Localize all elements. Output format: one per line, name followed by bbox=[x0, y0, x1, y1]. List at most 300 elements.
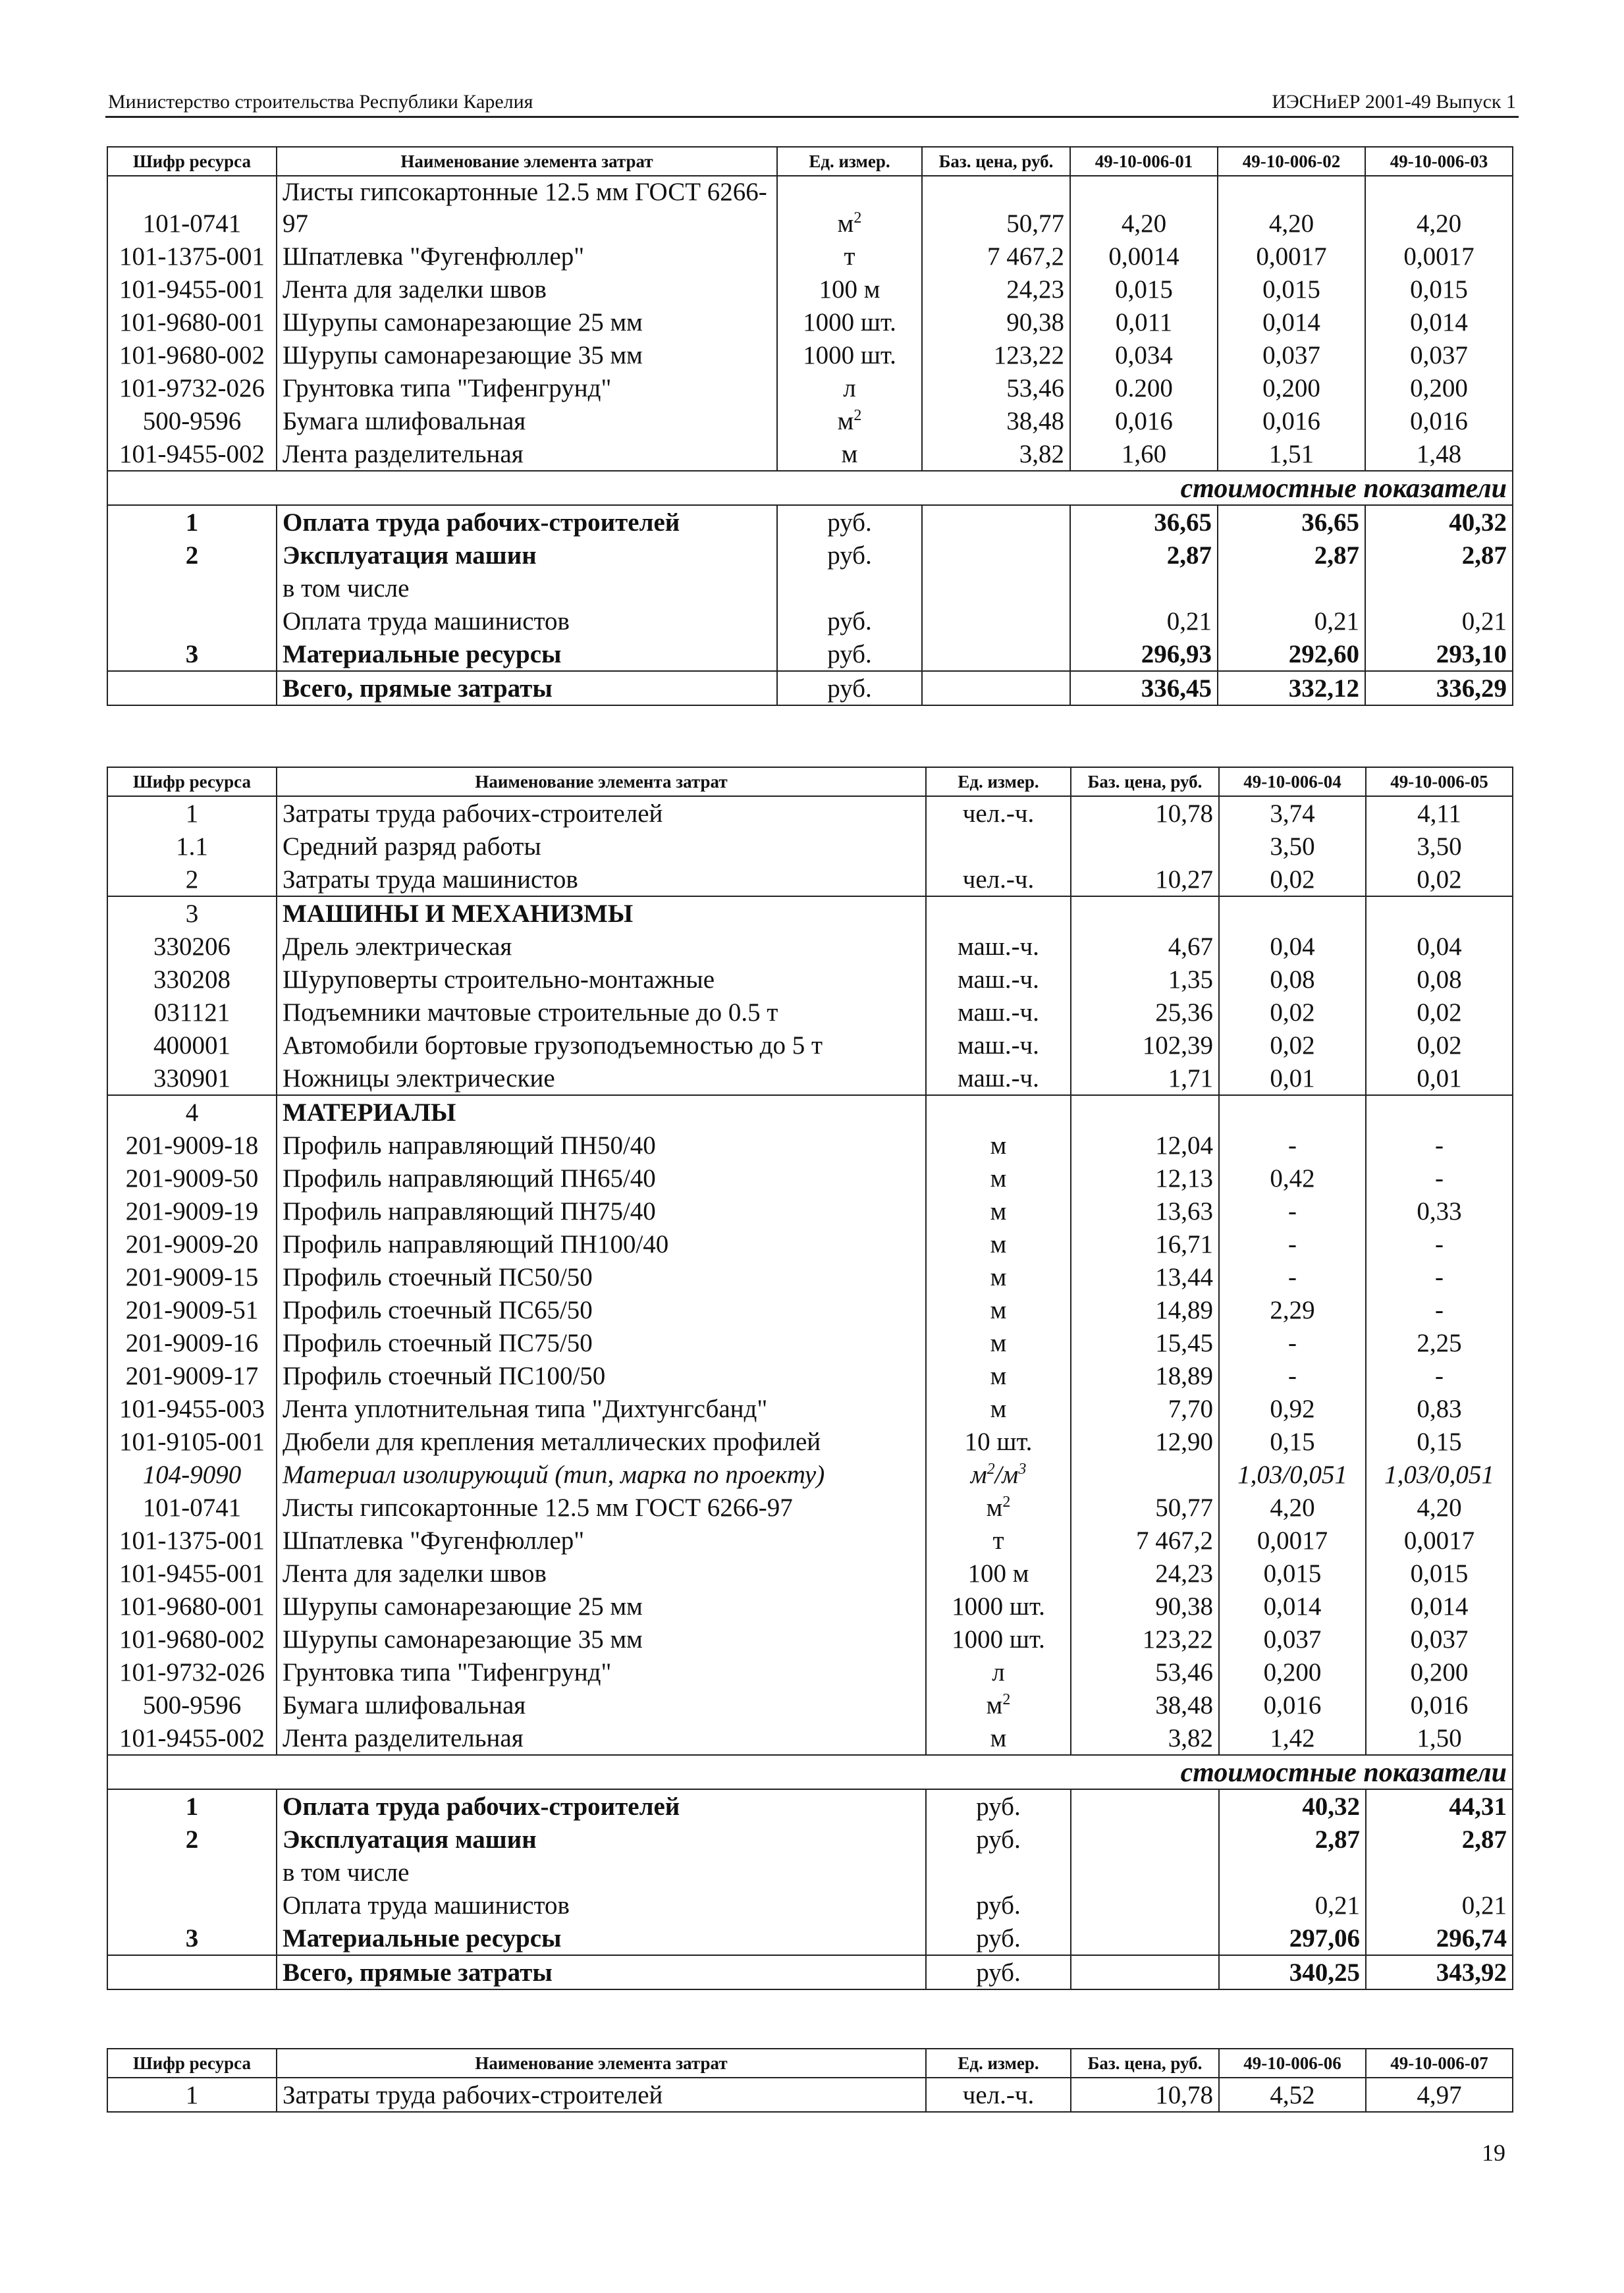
table-cell: Профиль направляющий ПН50/40 bbox=[277, 1129, 926, 1162]
table-cell bbox=[922, 671, 1070, 705]
table-cell: 2 bbox=[107, 863, 277, 896]
table-row bbox=[107, 1195, 1513, 1227]
cost-indicators-caption: стоимостные показатели bbox=[107, 471, 1513, 505]
table-cell: 0,200 bbox=[1365, 371, 1513, 404]
table-cell: 201-9009-15 bbox=[107, 1260, 277, 1293]
table-cell: 101-9105-001 bbox=[107, 1425, 277, 1458]
cost-row bbox=[107, 1823, 1513, 1856]
table-cell: м bbox=[926, 1227, 1071, 1260]
table-cell: м bbox=[926, 1260, 1071, 1293]
table-cell bbox=[1071, 1955, 1219, 1989]
table-cell: 500-9596 bbox=[107, 404, 277, 437]
table-cell: 101-9680-001 bbox=[107, 306, 277, 338]
table-cell: м bbox=[926, 1326, 1071, 1359]
table-cell: 0,08 bbox=[1366, 963, 1513, 996]
table-cell bbox=[1219, 1095, 1366, 1129]
table-cell: м bbox=[777, 437, 922, 471]
table-cell: 0,0017 bbox=[1219, 1524, 1366, 1557]
table-cell: т bbox=[777, 240, 922, 273]
table-cell: 0,83 bbox=[1366, 1392, 1513, 1425]
table-cell: 1.1 bbox=[107, 830, 277, 863]
table-header-row bbox=[107, 767, 1513, 796]
table-cell: 3,74 bbox=[1219, 796, 1366, 830]
table-cell bbox=[926, 1856, 1071, 1889]
table-cell: - bbox=[1219, 1260, 1366, 1293]
column-header: Ед. измер. bbox=[926, 2049, 1071, 2078]
table-cell: 90,38 bbox=[922, 306, 1070, 338]
table-cell: 2 bbox=[107, 539, 277, 572]
table-cell: 0,02 bbox=[1219, 1029, 1366, 1062]
table-cell: - bbox=[1366, 1260, 1513, 1293]
table-row bbox=[107, 963, 1513, 996]
cost-row bbox=[107, 1922, 1513, 1955]
cost-row bbox=[107, 1856, 1513, 1889]
table-cell: 4,52 bbox=[1219, 2078, 1366, 2112]
table-cell: 0,011 bbox=[1070, 306, 1218, 338]
page-number: 19 bbox=[1482, 2140, 1505, 2166]
table-cell: 53,46 bbox=[922, 371, 1070, 404]
column-header: Баз. цена, руб. bbox=[1071, 767, 1219, 796]
table-cell: 38,48 bbox=[922, 404, 1070, 437]
table-cell: 0,016 bbox=[1070, 404, 1218, 437]
table-cell: маш.-ч. bbox=[926, 996, 1071, 1029]
table-cell: 10 шт. bbox=[926, 1425, 1071, 1458]
table-cell: 104-9090 bbox=[107, 1458, 277, 1491]
table-cell: Дрель электрическая bbox=[277, 930, 926, 963]
table-cell: 101-0741 bbox=[107, 176, 277, 240]
column-header: Шифр ресурса bbox=[107, 147, 277, 176]
table-cell: 101-9455-002 bbox=[107, 437, 277, 471]
table-row bbox=[107, 404, 1513, 437]
table-cell: 1000 шт. bbox=[777, 306, 922, 338]
table-row bbox=[107, 1095, 1513, 1129]
table-row bbox=[107, 1721, 1513, 1755]
table-row bbox=[107, 273, 1513, 306]
table-cell: Шурупы самонарезающие 35 мм bbox=[277, 338, 777, 371]
table-cell: 0.200 bbox=[1070, 371, 1218, 404]
table-cell bbox=[926, 1095, 1071, 1129]
table-row bbox=[107, 1227, 1513, 1260]
table-cell: Шурупы самонарезающие 25 мм bbox=[277, 306, 777, 338]
table-cell: 50,77 bbox=[922, 176, 1070, 240]
page-header bbox=[105, 87, 1519, 118]
table-cell: 4,20 bbox=[1218, 176, 1365, 240]
table-cell: руб. bbox=[777, 539, 922, 572]
cost-row bbox=[107, 637, 1513, 671]
cost-indicators-caption-row bbox=[107, 471, 1513, 505]
table-cell: Оплата труда рабочих-строителей bbox=[277, 505, 777, 539]
table-cell: 0,04 bbox=[1366, 930, 1513, 963]
table-cell: 3 bbox=[107, 637, 277, 671]
table-cell: 0,037 bbox=[1365, 338, 1513, 371]
table-cell bbox=[1366, 896, 1513, 930]
column-header: 49-10-006-02 bbox=[1218, 147, 1365, 176]
table-cell: 0,21 bbox=[1218, 605, 1365, 637]
table-cell: 332,12 bbox=[1218, 671, 1365, 705]
table-cell: 102,39 bbox=[1071, 1029, 1219, 1062]
table-cell: 3,82 bbox=[1071, 1721, 1219, 1755]
table-cell bbox=[1071, 1889, 1219, 1922]
table-cell: Материальные ресурсы bbox=[277, 1922, 926, 1955]
table-cell: 0,016 bbox=[1218, 404, 1365, 437]
table-cell bbox=[1218, 572, 1365, 605]
table-cell: 101-0741 bbox=[107, 1491, 277, 1524]
table-cell: 1,51 bbox=[1218, 437, 1365, 471]
cost-row bbox=[107, 505, 1513, 539]
table-cell: 336,45 bbox=[1070, 671, 1218, 705]
table-row bbox=[107, 1524, 1513, 1557]
total-row bbox=[107, 671, 1513, 705]
table-row bbox=[107, 1688, 1513, 1721]
table-cell: Эксплуатация машин bbox=[277, 539, 777, 572]
table-cell bbox=[1071, 1922, 1219, 1955]
table-cell: 1000 шт. bbox=[777, 338, 922, 371]
table-cell: 0,014 bbox=[1219, 1590, 1366, 1623]
table-cell: 2,87 bbox=[1070, 539, 1218, 572]
table-cell: 101-1375-001 bbox=[107, 1524, 277, 1557]
table-cell: 330901 bbox=[107, 1062, 277, 1095]
table-cell: 0,037 bbox=[1219, 1623, 1366, 1656]
table-cell: Шурупы самонарезающие 25 мм bbox=[277, 1590, 926, 1623]
table-cell bbox=[926, 896, 1071, 930]
table-cell: 0,33 bbox=[1366, 1195, 1513, 1227]
table-cell: 7,70 bbox=[1071, 1392, 1219, 1425]
table-cell: чел.-ч. bbox=[926, 796, 1071, 830]
table-cell: л bbox=[926, 1656, 1071, 1688]
table-row bbox=[107, 306, 1513, 338]
table-cell: 201-9009-50 bbox=[107, 1162, 277, 1195]
table-cell: Средний разряд работы bbox=[277, 830, 926, 863]
table-cell: 330206 bbox=[107, 930, 277, 963]
table-cell bbox=[107, 1889, 277, 1922]
table-row bbox=[107, 796, 1513, 830]
table-cell: м bbox=[926, 1721, 1071, 1755]
table-cell: 101-9680-002 bbox=[107, 1623, 277, 1656]
table-row bbox=[107, 1656, 1513, 1688]
table-cell: руб. bbox=[926, 1922, 1071, 1955]
table-cell: Оплата труда машинистов bbox=[277, 1889, 926, 1922]
table-cell: 101-9732-026 bbox=[107, 371, 277, 404]
table-row bbox=[107, 1425, 1513, 1458]
table-cell: Бумага шлифовальная bbox=[277, 1688, 926, 1721]
table-cell: Шурупы самонарезающие 35 мм bbox=[277, 1623, 926, 1656]
table-cell: Лента уплотнительная типа "Дихтунгсбанд" bbox=[277, 1392, 926, 1425]
table-cell: Автомобили бортовые грузоподъемностью до 5 т bbox=[277, 1029, 926, 1062]
table-row bbox=[107, 1458, 1513, 1491]
table-cell: 330208 bbox=[107, 963, 277, 996]
table-cell: 101-9455-001 bbox=[107, 273, 277, 306]
header-doc-id: ИЭСНиЕР 2001-49 Выпуск 1 bbox=[1272, 91, 1516, 113]
table-cell: 1 bbox=[107, 2078, 277, 2112]
table-cell: $м^2$ bbox=[926, 1491, 1071, 1524]
table-cell: Профиль направляющий ПН75/40 bbox=[277, 1195, 926, 1227]
table-cell: 400001 bbox=[107, 1029, 277, 1062]
table-cell: Дюбели для крепления металлических профилей bbox=[277, 1425, 926, 1458]
table-cell: $м^2/м^3$ bbox=[926, 1458, 1071, 1491]
table-cell: 201-9009-17 bbox=[107, 1359, 277, 1392]
table-cell: 0,0014 bbox=[1070, 240, 1218, 273]
table-cell: 101-9680-001 bbox=[107, 1590, 277, 1623]
table-cell: руб. bbox=[777, 505, 922, 539]
cost-row bbox=[107, 572, 1513, 605]
table-cell: 0,15 bbox=[1219, 1425, 1366, 1458]
table-cell: 0,21 bbox=[1070, 605, 1218, 637]
table-cell: Лента разделительная bbox=[277, 1721, 926, 1755]
table-cell: 4,20 bbox=[1365, 176, 1513, 240]
column-header: Баз. цена, руб. bbox=[1071, 2049, 1219, 2078]
table-cell: 4,20 bbox=[1070, 176, 1218, 240]
table-cell: Шуруповерты строительно-монтажные bbox=[277, 963, 926, 996]
table-row bbox=[107, 863, 1513, 896]
table-cell: - bbox=[1219, 1195, 1366, 1227]
table-cell: 18,89 bbox=[1071, 1359, 1219, 1392]
table-cell bbox=[1071, 830, 1219, 863]
table-header-row bbox=[107, 2049, 1513, 2078]
table-cell: 1000 шт. bbox=[926, 1623, 1071, 1656]
table-cell: - bbox=[1219, 1326, 1366, 1359]
table-cell: - bbox=[1366, 1359, 1513, 1392]
table-cell: 24,23 bbox=[1071, 1557, 1219, 1590]
table-cell: 297,06 bbox=[1219, 1922, 1366, 1955]
table-cell: 0,015 bbox=[1219, 1557, 1366, 1590]
table-cell: 40,32 bbox=[1219, 1789, 1366, 1823]
table-cell: л bbox=[777, 371, 922, 404]
table-cell bbox=[1219, 1856, 1366, 1889]
table-cell: 2,29 bbox=[1219, 1293, 1366, 1326]
table-cell: 0,014 bbox=[1366, 1590, 1513, 1623]
table-cell: Материал изолирующий (тип, марка по проекту) bbox=[277, 1458, 926, 1491]
table-cell: 38,48 bbox=[1071, 1688, 1219, 1721]
table-cell: 4,20 bbox=[1366, 1491, 1513, 1524]
table-cell bbox=[1071, 1789, 1219, 1823]
table-cell: Лента для заделки швов bbox=[277, 273, 777, 306]
table-cell: 1,50 bbox=[1366, 1721, 1513, 1755]
table-row bbox=[107, 1590, 1513, 1623]
table-cell: Шпатлевка "Фугенфюллер" bbox=[277, 240, 777, 273]
table-header-row bbox=[107, 147, 1513, 176]
header-ministry: Министерство строительства Республики Карелия bbox=[108, 91, 533, 113]
table-cell: 4,97 bbox=[1366, 2078, 1513, 2112]
table-cell: 0,015 bbox=[1218, 273, 1365, 306]
table-cell: $м^2$ bbox=[777, 176, 922, 240]
table-cell: 4,67 bbox=[1071, 930, 1219, 963]
table-cell: 13,63 bbox=[1071, 1195, 1219, 1227]
table-cell bbox=[1366, 1095, 1513, 1129]
table-row bbox=[107, 1260, 1513, 1293]
column-header: Шифр ресурса bbox=[107, 767, 277, 796]
table-cell: 50,77 bbox=[1071, 1491, 1219, 1524]
table-cell: в том числе bbox=[277, 572, 777, 605]
table-row bbox=[107, 1162, 1513, 1195]
table-cell: 3 bbox=[107, 896, 277, 930]
resource-table-3 bbox=[107, 2048, 1513, 2113]
table-cell bbox=[1071, 1458, 1219, 1491]
column-header: 49-10-006-03 bbox=[1365, 147, 1513, 176]
table-cell: 100 м bbox=[777, 273, 922, 306]
table-cell: 7 467,2 bbox=[1071, 1524, 1219, 1557]
table-cell: 201-9009-20 bbox=[107, 1227, 277, 1260]
table-cell: 500-9596 bbox=[107, 1688, 277, 1721]
table-cell: - bbox=[1219, 1227, 1366, 1260]
column-header: 49-10-006-04 bbox=[1219, 767, 1366, 796]
table-cell: 292,60 bbox=[1218, 637, 1365, 671]
table-cell: 1,42 bbox=[1219, 1721, 1366, 1755]
table-cell bbox=[1219, 896, 1366, 930]
table-cell bbox=[922, 505, 1070, 539]
table-cell bbox=[107, 1955, 277, 1989]
column-header: Баз. цена, руб. bbox=[922, 147, 1070, 176]
table-row bbox=[107, 1392, 1513, 1425]
table-cell: т bbox=[926, 1524, 1071, 1557]
table-cell: маш.-ч. bbox=[926, 1029, 1071, 1062]
table-cell: 0,08 bbox=[1219, 963, 1366, 996]
cost-indicators-caption: стоимостные показатели bbox=[107, 1755, 1513, 1789]
table-cell: Лента разделительная bbox=[277, 437, 777, 471]
table-cell: 201-9009-19 bbox=[107, 1195, 277, 1227]
table-cell: 1,71 bbox=[1071, 1062, 1219, 1095]
table-cell: 10,27 bbox=[1071, 863, 1219, 896]
resource-table-1 bbox=[107, 146, 1513, 706]
table-row bbox=[107, 1129, 1513, 1162]
table-row bbox=[107, 1326, 1513, 1359]
table-cell bbox=[107, 605, 277, 637]
table-row bbox=[107, 1359, 1513, 1392]
column-header: Наименование элемента затрат bbox=[277, 2049, 926, 2078]
table-cell: м bbox=[926, 1129, 1071, 1162]
table-cell: 12,04 bbox=[1071, 1129, 1219, 1162]
table-cell: - bbox=[1219, 1129, 1366, 1162]
table-row bbox=[107, 1623, 1513, 1656]
table-cell: Материальные ресурсы bbox=[277, 637, 777, 671]
table-cell: 0,15 bbox=[1366, 1425, 1513, 1458]
table-cell: 2,25 bbox=[1366, 1326, 1513, 1359]
table-cell: 0,42 bbox=[1219, 1162, 1366, 1195]
table-row bbox=[107, 996, 1513, 1029]
table-row bbox=[107, 896, 1513, 930]
table-cell: 53,46 bbox=[1071, 1656, 1219, 1688]
table-cell bbox=[922, 637, 1070, 671]
table-row bbox=[107, 2078, 1513, 2112]
table-cell: 0,014 bbox=[1218, 306, 1365, 338]
table-cell: 100 м bbox=[926, 1557, 1071, 1590]
table-row bbox=[107, 176, 1513, 240]
table-cell: 4 bbox=[107, 1095, 277, 1129]
table-cell: 24,23 bbox=[922, 273, 1070, 306]
table-cell: м bbox=[926, 1392, 1071, 1425]
table-cell bbox=[777, 572, 922, 605]
table-cell: МАТЕРИАЛЫ bbox=[277, 1095, 926, 1129]
table-cell: 3 bbox=[107, 1922, 277, 1955]
table-cell: чел.-ч. bbox=[926, 863, 1071, 896]
table-cell bbox=[1366, 1856, 1513, 1889]
table-cell: 1,03/0,051 bbox=[1219, 1458, 1366, 1491]
table-cell: 0,0017 bbox=[1218, 240, 1365, 273]
table-cell: 36,65 bbox=[1070, 505, 1218, 539]
table-cell: - bbox=[1366, 1162, 1513, 1195]
table-cell: 40,32 bbox=[1365, 505, 1513, 539]
table-cell: 0,01 bbox=[1219, 1062, 1366, 1095]
table-cell: 0,21 bbox=[1366, 1889, 1513, 1922]
table-cell: Грунтовка типа "Тифенгрунд" bbox=[277, 371, 777, 404]
column-header: 49-10-006-07 bbox=[1366, 2049, 1513, 2078]
table-cell: м bbox=[926, 1359, 1071, 1392]
table-cell: 12,90 bbox=[1071, 1425, 1219, 1458]
table-cell: 0,014 bbox=[1365, 306, 1513, 338]
table-cell: Подъемники мачтовые строительные до 0.5 т bbox=[277, 996, 926, 1029]
cost-row bbox=[107, 1889, 1513, 1922]
table-cell: 0,0017 bbox=[1366, 1524, 1513, 1557]
table-cell: Всего, прямые затраты bbox=[277, 1955, 926, 1989]
table-cell bbox=[922, 539, 1070, 572]
table-cell bbox=[107, 671, 277, 705]
table-cell: маш.-ч. bbox=[926, 963, 1071, 996]
table-cell: Профиль стоечный ПС100/50 bbox=[277, 1359, 926, 1392]
table-cell: МАШИНЫ И МЕХАНИЗМЫ bbox=[277, 896, 926, 930]
table-cell: маш.-ч. bbox=[926, 930, 1071, 963]
table-cell: 0,015 bbox=[1365, 273, 1513, 306]
table-cell: - bbox=[1366, 1293, 1513, 1326]
table-cell: м bbox=[926, 1293, 1071, 1326]
table-cell: 123,22 bbox=[1071, 1623, 1219, 1656]
table-cell: 25,36 bbox=[1071, 996, 1219, 1029]
column-header: Наименование элемента затрат bbox=[277, 147, 777, 176]
table-cell: Эксплуатация машин bbox=[277, 1823, 926, 1856]
table-cell: 1000 шт. bbox=[926, 1590, 1071, 1623]
table-cell: 36,65 bbox=[1218, 505, 1365, 539]
table-row bbox=[107, 1491, 1513, 1524]
table-cell: 0,04 bbox=[1219, 930, 1366, 963]
table-cell: 44,31 bbox=[1366, 1789, 1513, 1823]
table-row bbox=[107, 1293, 1513, 1326]
table-cell: Профиль стоечный ПС65/50 bbox=[277, 1293, 926, 1326]
resource-table-2 bbox=[107, 767, 1513, 1990]
table-row bbox=[107, 437, 1513, 471]
table-cell: 3,82 bbox=[922, 437, 1070, 471]
table-cell: 0,015 bbox=[1366, 1557, 1513, 1590]
table-cell: 2 bbox=[107, 1823, 277, 1856]
table-cell: Листы гипсокартонные 12.5 мм ГОСТ 6266-97 bbox=[277, 1491, 926, 1524]
table-cell: 0,037 bbox=[1366, 1623, 1513, 1656]
table-cell: Затраты труда рабочих-строителей bbox=[277, 796, 926, 830]
table-cell bbox=[107, 572, 277, 605]
column-header: Ед. измер. bbox=[777, 147, 922, 176]
table-cell: 0,01 bbox=[1366, 1062, 1513, 1095]
table-cell: 0,200 bbox=[1218, 371, 1365, 404]
table-cell: 1 bbox=[107, 505, 277, 539]
table-cell: 0,02 bbox=[1366, 1029, 1513, 1062]
table-cell: 14,89 bbox=[1071, 1293, 1219, 1326]
table-cell: Профиль стоечный ПС75/50 bbox=[277, 1326, 926, 1359]
table-cell: 0,200 bbox=[1366, 1656, 1513, 1688]
table-cell: 1,03/0,051 bbox=[1366, 1458, 1513, 1491]
table-cell: 340,25 bbox=[1219, 1955, 1366, 1989]
column-header: 49-10-006-06 bbox=[1219, 2049, 1366, 2078]
table-cell: маш.-ч. bbox=[926, 1062, 1071, 1095]
column-header: 49-10-006-01 bbox=[1070, 147, 1218, 176]
table-cell: 2,87 bbox=[1366, 1823, 1513, 1856]
table-cell: 0,037 bbox=[1218, 338, 1365, 371]
table-cell bbox=[1365, 572, 1513, 605]
cost-row bbox=[107, 605, 1513, 637]
table-cell: 16,71 bbox=[1071, 1227, 1219, 1260]
table-cell: 90,38 bbox=[1071, 1590, 1219, 1623]
table-cell: 3,50 bbox=[1366, 830, 1513, 863]
table-cell: Листы гипсокартонные 12.5 мм ГОСТ 6266-97 bbox=[277, 176, 777, 240]
table-row bbox=[107, 1062, 1513, 1095]
table-cell: руб. bbox=[777, 637, 922, 671]
table-cell: 101-9732-026 bbox=[107, 1656, 277, 1688]
table-cell: 13,44 bbox=[1071, 1260, 1219, 1293]
